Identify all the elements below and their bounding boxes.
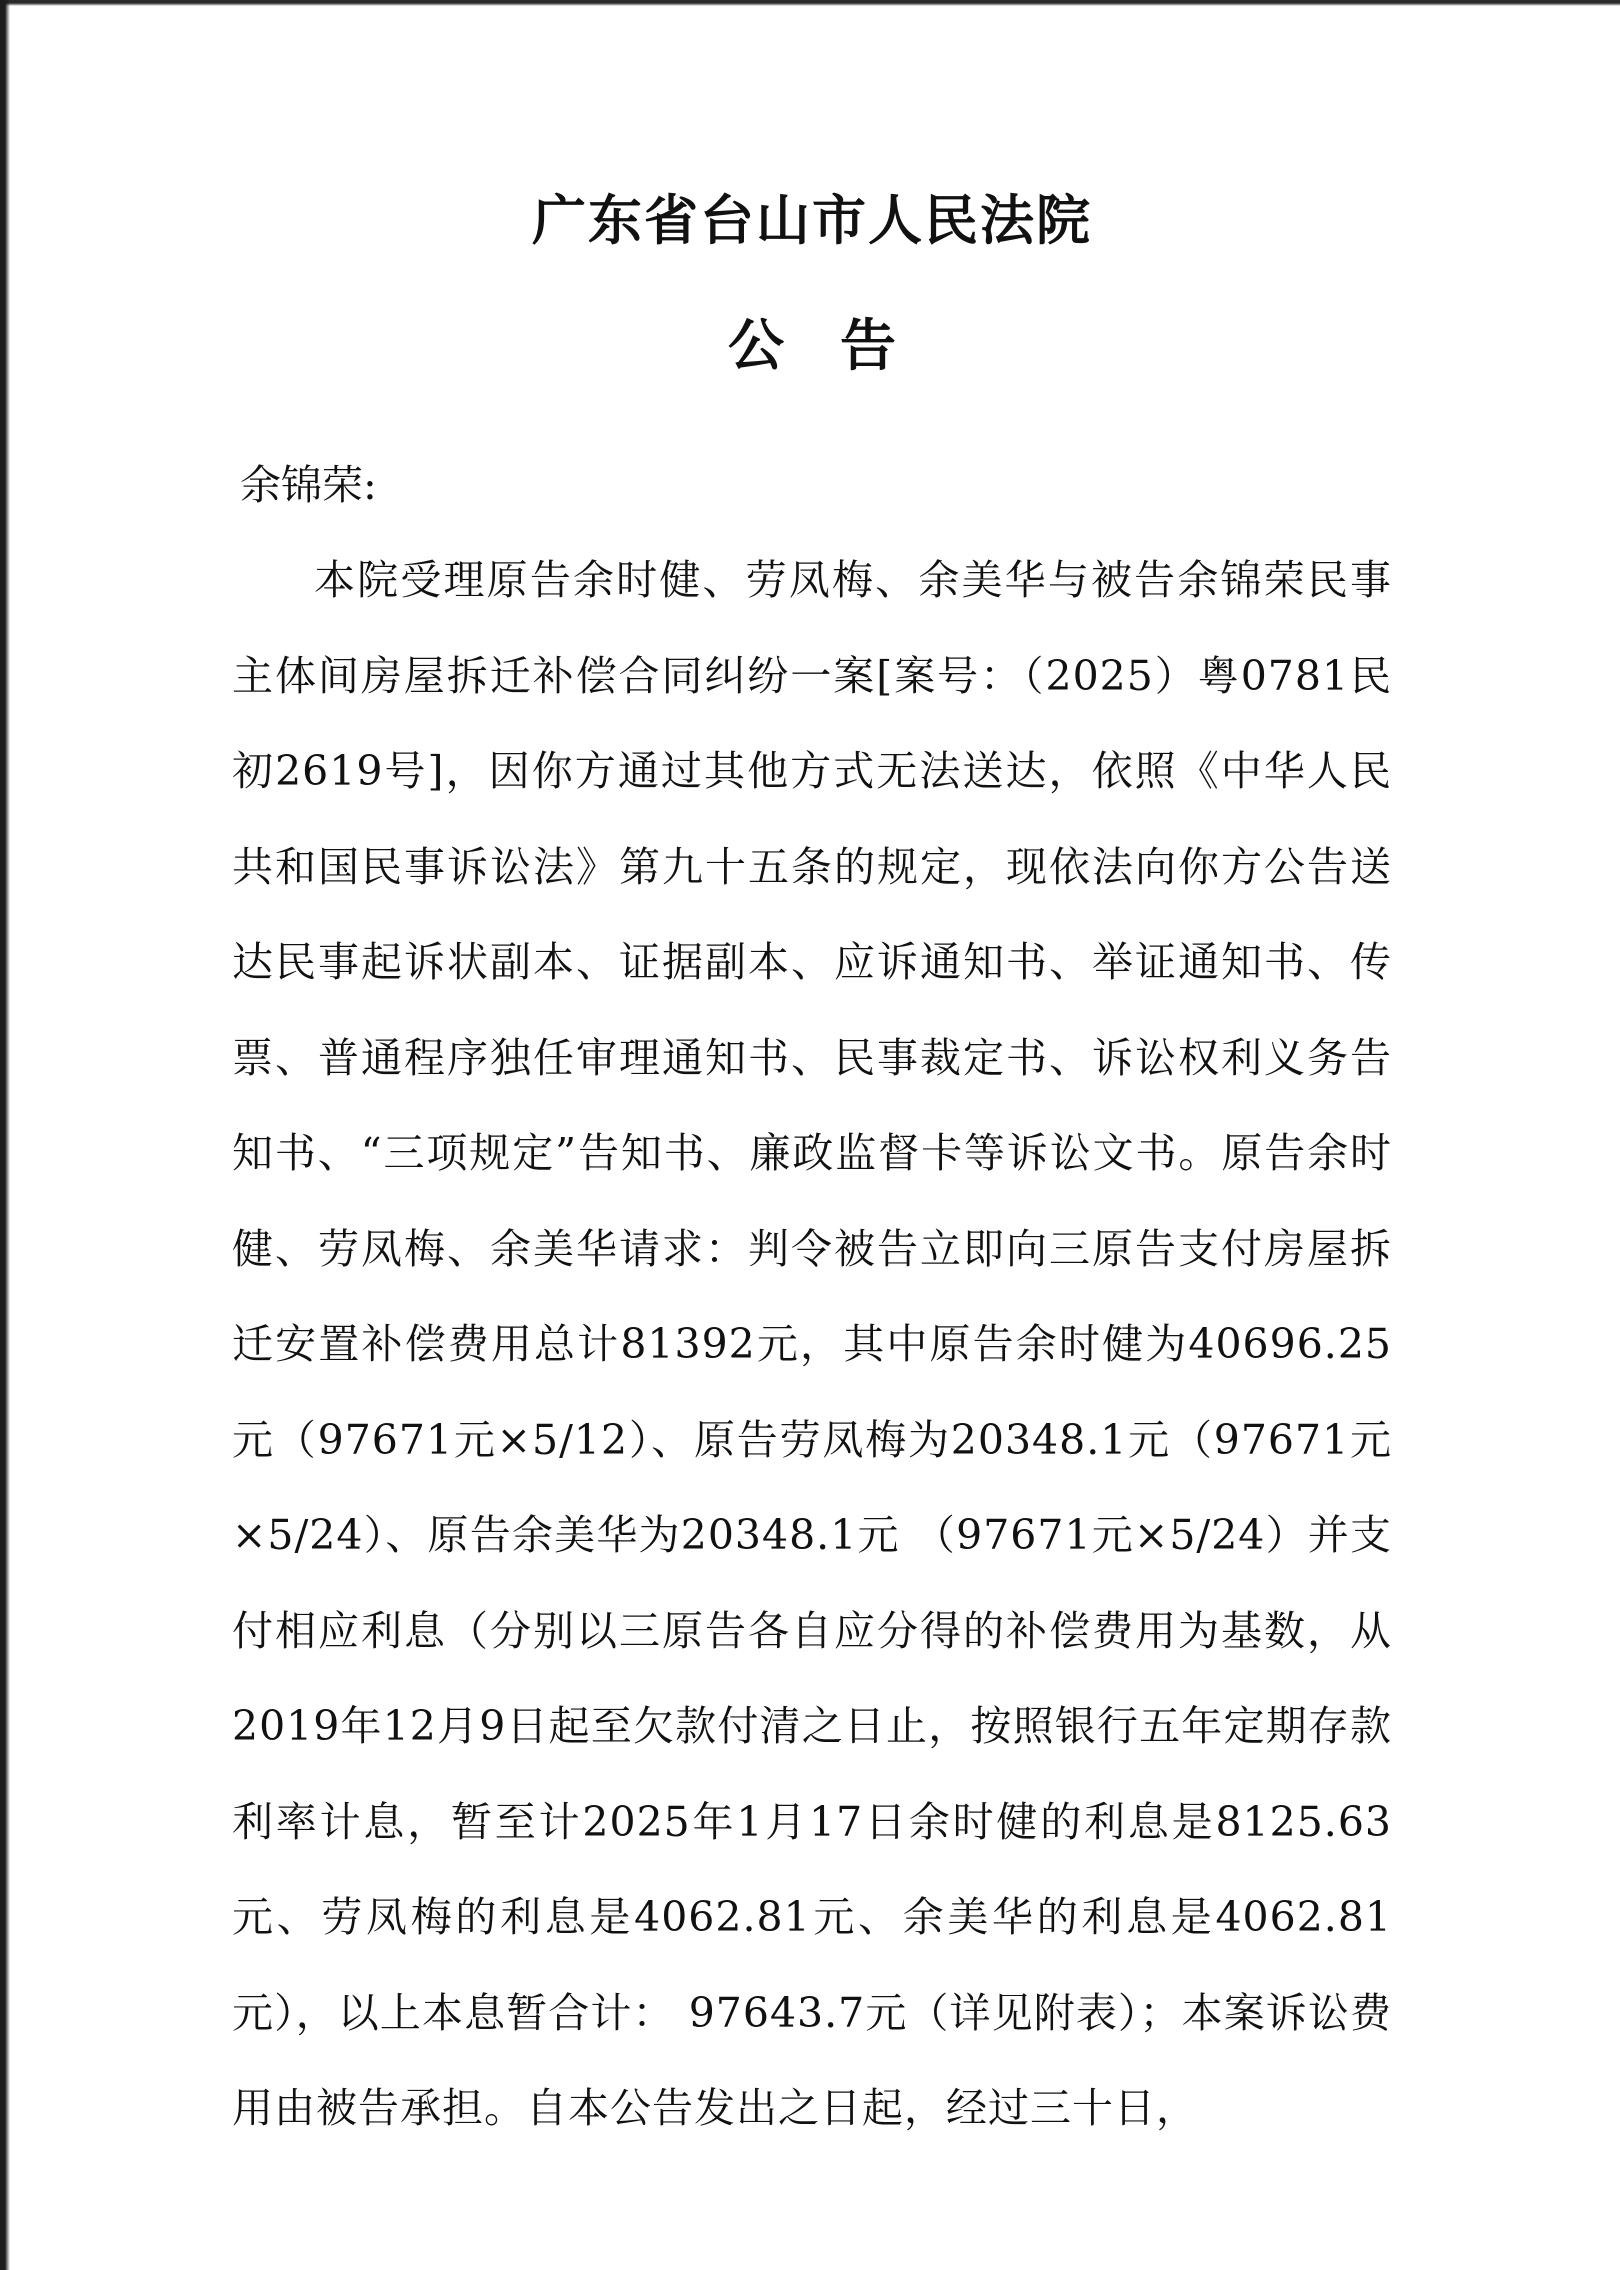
- court-name: 广东省台山市人民法院: [532, 188, 1092, 252]
- notice-page: [232, 180, 1392, 2157]
- notice-body: 本院受理原告余时健、劳凤梅、余美华与被告余锦荣民事主体间房屋拆迁补偿合同纠纷一案[案号：（2025）粤0781民初2619号]，因你方通过其他方式无法送达，依照《中华人民共和国民事诉讼法》第九十五条的规定，现依法向你方公告送达民事起诉状副本、证据副本、应诉通知书、举证通知书、传票、普通程序独任审理通知书、民事裁定书、诉讼权利义务告知书、“三项规定”告知书、廉政监督卡等诉讼文书。原告余时健、劳凤梅、余美华请求：判令被告立即向三原告支付房屋拆迁安置补偿费用总计81392元，其中原告余时健为40696.25元（97671元×5/12）、原告劳凤梅为20348.1元（97671元×5/24）、原告余美华为20348.1元 （97671元×5/24）并支付相应利息（分别以三原告各自应分得的补偿费用为基数，从2019年12月9日起至欠款付清之日止，按照银行五年定期存款利率计息，暂至计2025年1月17日余时健的利息是8125.63元、劳凤梅的利息是4062.81元、余美华的利息是4062.81元），以上本息暂合计： 97643.7元（详见附表）；本案诉讼费用由被告承担。自本公告发出之日起，经过三十日，: [232, 556, 1392, 2132]
- notice-title: 公 告: [728, 313, 896, 379]
- addressee: 余锦荣:: [240, 461, 377, 509]
- scan-border-left: [0, 0, 10, 2270]
- scan-border-top: [0, 0, 1620, 6]
